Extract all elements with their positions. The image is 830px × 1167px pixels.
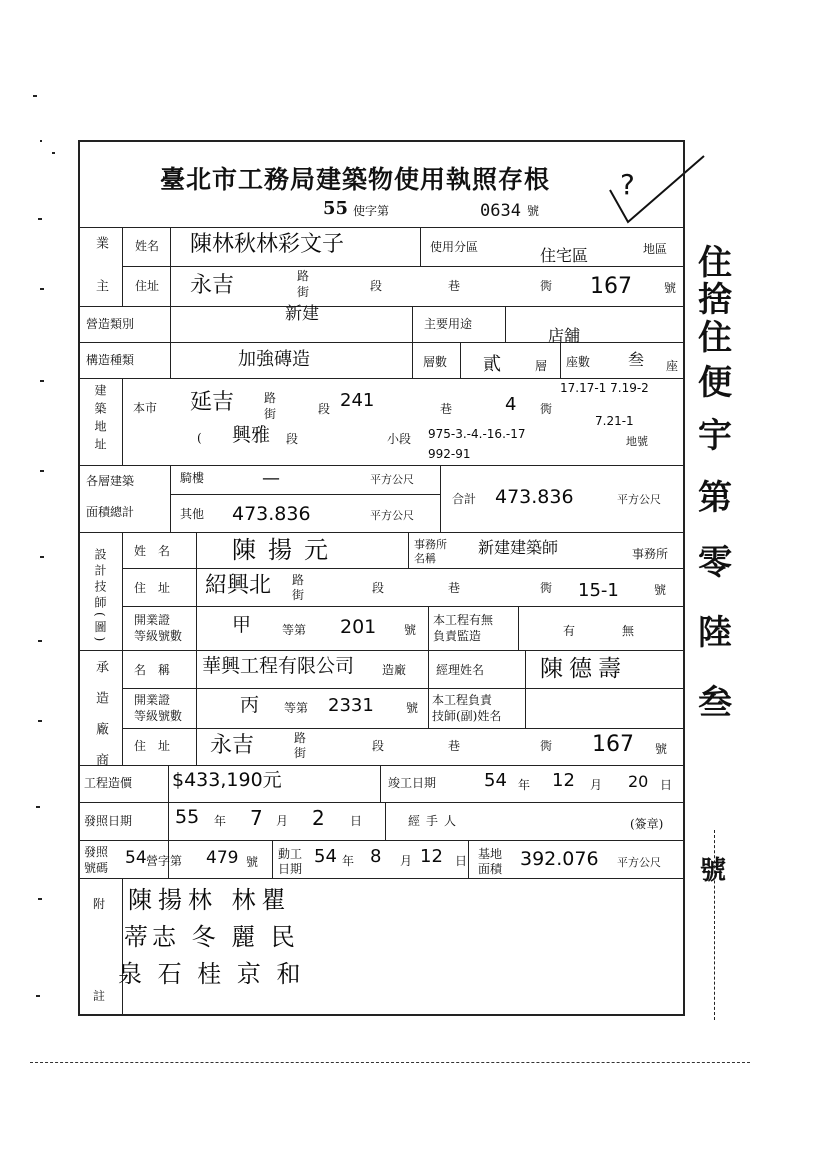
manager-value: 陳德壽 [540, 656, 627, 682]
site-alley-label: 衖 [540, 402, 553, 416]
contractor-no-label: 號 [655, 742, 668, 756]
contractor-license-grade: 丙 [240, 694, 260, 716]
supervise-label-2: 負責監造 [433, 629, 482, 643]
site-city: 本市 [133, 401, 158, 415]
floors-value: 貳 [483, 354, 501, 375]
designer-name-label: 姓名 [134, 544, 183, 558]
issue-month: 7 [250, 806, 263, 830]
margin-char-8: 陸 [698, 613, 732, 653]
block-word: 座 [666, 359, 679, 373]
site-lane-label: 巷 [440, 402, 453, 416]
start-year-word: 年 [342, 854, 355, 868]
designer-section-label: 設計技師(圖) [93, 548, 107, 646]
build-permit-label-2: 號碼 [84, 861, 109, 875]
supervise-none: 無 [622, 624, 635, 638]
designer-road-label: 路 [292, 573, 305, 587]
document-title: 臺北市工務局建築物使用執照存根 [160, 165, 551, 194]
scan-speck [38, 218, 42, 220]
contractor-license-mid: 等第 [284, 701, 309, 715]
permit-suffix: 號 [527, 204, 540, 218]
build-permit-label-1: 發照 [84, 845, 109, 859]
base-value: 392.076 [520, 848, 599, 870]
finish-year: 54 [484, 770, 507, 791]
contractor-name-suffix: 造廠 [382, 663, 407, 677]
contractor-lane-label: 巷 [448, 739, 461, 753]
notes-line-2: 蒂志 冬 麗 民 [124, 923, 299, 951]
owner-addr-label: 住址 [135, 279, 160, 293]
designer-office-label-1: 事務所 [414, 538, 447, 551]
other-label: 其他 [180, 507, 205, 521]
site-subsection-word: 小段 [387, 432, 412, 446]
scan-speck [38, 640, 42, 642]
start-label-1: 動工 [278, 847, 303, 861]
finish-day: 20 [628, 772, 649, 791]
site-nos-2: 7.21-1 [595, 414, 634, 428]
base-label-1: 基地 [478, 847, 503, 861]
engineer-label-1: 本工程負責 [432, 693, 493, 707]
designer-addr-label: 住址 [134, 581, 183, 595]
arcade-label: 騎樓 [180, 471, 205, 485]
total-value: 473.836 [495, 486, 574, 508]
designer-license-suffix: 號 [404, 623, 417, 637]
owner-name-value: 陳林秋林彩文子 [190, 232, 345, 257]
finish-day-word: 日 [660, 778, 673, 792]
build-permit-suffix: 號 [246, 855, 259, 869]
site-lots-2: 992-91 [428, 447, 471, 461]
permit-label: 使字第 [353, 204, 390, 218]
cost-value: $433,190元 [172, 769, 282, 791]
floors-label: 層數 [423, 355, 448, 369]
title-question-mark: ? [620, 168, 635, 201]
arcade-value: — [262, 468, 280, 489]
permit-year: 55 [323, 198, 349, 219]
build-permit-no: 479 [206, 848, 239, 868]
owner-name-label: 姓名 [135, 239, 160, 253]
area-label-2: 面積總計 [86, 505, 135, 519]
blocks-value: 叁 [628, 350, 645, 369]
margin-char-5: 宇 [698, 416, 732, 456]
contractor-alley-label: 衖 [540, 739, 553, 753]
issue-year: 55 [175, 806, 200, 828]
designer-office-value: 新建建築師 [478, 538, 559, 557]
finish-year-word: 年 [518, 778, 531, 792]
margin-char-9: 叁 [698, 683, 732, 723]
site-road: 延吉 [190, 390, 235, 415]
designer-addr-no: 15-1 [578, 580, 619, 601]
bottom-scan-line [30, 1062, 750, 1063]
zoning-label: 使用分區 [430, 240, 479, 254]
site-land-section: 興雅 [232, 424, 271, 446]
main-use-value: 店舖 [548, 326, 581, 345]
margin-char-7: 零 [698, 543, 732, 583]
contractor-license-no: 2331 [328, 695, 374, 716]
base-label-2: 面積 [478, 862, 503, 876]
contractor-license-label-2: 等級號數 [134, 709, 183, 723]
region-label: 地區 [643, 242, 668, 256]
scan-speck [40, 470, 44, 472]
margin-char-6: 第 [698, 478, 732, 518]
category-value: 新建 [285, 304, 319, 324]
site-lots: 975-3.-4.-16.-17 [428, 427, 526, 441]
site-lot-label: 地號 [626, 435, 648, 448]
stub-border-right [714, 830, 715, 1020]
designer-office-suffix: 事務所 [632, 547, 669, 561]
owner-section-word: 段 [370, 279, 383, 293]
margin-char-2: 捨 [698, 280, 732, 320]
main-use-label: 主要用途 [424, 317, 473, 331]
owner-section-label: 業主 [93, 236, 108, 322]
site-section-no: 241 [340, 390, 375, 411]
issue-year-word: 年 [214, 814, 227, 828]
engineer-label-2: 技師(副)姓名 [432, 709, 502, 723]
issue-month-word: 月 [276, 814, 289, 828]
designer-license-grade: 甲 [232, 614, 252, 636]
owner-addr-road: 永吉 [190, 273, 235, 298]
scan-speck [38, 720, 42, 722]
scan-speck [33, 95, 37, 97]
total-label: 合計 [452, 492, 477, 506]
zoning-value: 住宅區 [540, 246, 589, 265]
start-month-word: 月 [400, 854, 413, 868]
scan-speck [40, 140, 42, 142]
structure-label: 構造種類 [86, 353, 135, 367]
manager-label: 經理姓名 [436, 663, 485, 677]
designer-street-label: 街 [292, 588, 305, 602]
scan-speck [36, 995, 40, 997]
contractor-license-label-1: 開業證 [134, 693, 171, 707]
contractor-section-word: 段 [372, 739, 385, 753]
blocks-label: 座數 [566, 355, 591, 369]
start-year: 54 [314, 846, 337, 867]
finish-month: 12 [552, 770, 575, 791]
scan-speck [38, 898, 42, 900]
margin-char-3: 住 [698, 318, 732, 358]
category-label: 營造類別 [86, 317, 135, 331]
scan-speck [52, 152, 55, 154]
site-section-word: 段 [318, 402, 331, 416]
sign-label: (簽章) [630, 817, 664, 831]
site-paren: ( [197, 431, 202, 445]
start-day-word: 日 [455, 854, 468, 868]
designer-section-word: 段 [372, 581, 385, 595]
contractor-name-value: 華興工程有限公司 [202, 655, 355, 677]
other-value: 473.836 [232, 503, 311, 525]
contractor-addr-no: 167 [592, 732, 634, 757]
finish-label: 竣工日期 [388, 776, 437, 790]
supervise-value: 有 [563, 624, 576, 638]
permit-number: 0634 [480, 201, 521, 221]
cost-label: 工程造價 [84, 776, 133, 790]
notes-line-1: 陳揚林 林瞿 [128, 886, 292, 914]
structure-value: 加強磚造 [238, 349, 310, 370]
notes-label-top: 附 [93, 897, 106, 911]
floor-word: 層 [535, 359, 548, 373]
build-permit-year: 54 [125, 848, 147, 868]
site-land-section-word: 段 [286, 432, 299, 446]
contractor-license-suffix: 號 [406, 701, 419, 715]
site-street-label: 街 [264, 407, 277, 421]
owner-alley-label: 衖 [540, 279, 553, 293]
arcade-unit: 平方公尺 [370, 473, 414, 486]
issue-day-word: 日 [350, 814, 363, 828]
scan-speck [40, 288, 44, 290]
site-label: 建築地址 [93, 384, 107, 456]
margin-char-10: 號 [700, 856, 727, 886]
designer-office-label-2: 名稱 [414, 552, 436, 565]
designer-no-label: 號 [654, 583, 667, 597]
contractor-section-label: 承造廠商 [93, 660, 108, 784]
supervise-label-1: 本工程有無 [433, 613, 494, 627]
build-permit-mid: 營字第 [146, 854, 183, 868]
designer-license-label-2: 等級號數 [134, 629, 183, 643]
scan-speck [40, 556, 44, 558]
start-month: 8 [370, 846, 382, 867]
designer-license-no: 201 [340, 616, 377, 638]
contractor-addr-road: 永吉 [210, 733, 255, 758]
area-label-1: 各層建築 [86, 474, 135, 488]
contractor-name-label: 名稱 [134, 663, 183, 677]
margin-char-4: 便 [698, 363, 732, 403]
other-unit: 平方公尺 [370, 509, 414, 522]
issue-day: 2 [312, 806, 325, 830]
scan-speck [40, 380, 44, 382]
designer-name-value: 陳揚元 [232, 536, 340, 564]
designer-license-mid: 等第 [282, 623, 307, 637]
scan-speck [36, 806, 40, 808]
handler-label: 經手人 [408, 814, 463, 828]
notes-line-3: 泉 石 桂 京 和 [118, 960, 305, 988]
designer-lane-label: 巷 [448, 581, 461, 595]
designer-addr-road: 紹興北 [205, 573, 272, 598]
designer-alley-label: 衖 [540, 581, 553, 595]
total-unit: 平方公尺 [617, 493, 661, 506]
designer-license-label-1: 開業證 [134, 613, 171, 627]
contractor-road-label: 路 [294, 731, 307, 745]
finish-month-word: 月 [590, 778, 603, 792]
notes-label-bottom: 註 [93, 989, 106, 1003]
base-unit: 平方公尺 [617, 856, 661, 869]
site-nos: 17.17-1 7.19-2 [560, 381, 649, 395]
contractor-street-label: 街 [294, 746, 307, 760]
site-road-label: 路 [264, 391, 277, 405]
owner-lane-label: 巷 [448, 279, 461, 293]
owner-addr-no: 167 [590, 274, 632, 299]
margin-char-1: 住 [698, 243, 732, 283]
start-day: 12 [420, 846, 443, 867]
issue-label: 發照日期 [84, 814, 133, 828]
owner-no-label: 號 [664, 281, 677, 295]
owner-road-label: 路 [297, 269, 310, 283]
owner-street-label: 街 [297, 285, 310, 299]
site-lane-no: 4 [505, 394, 517, 415]
contractor-addr-label: 住址 [134, 739, 183, 753]
start-label-2: 日期 [278, 862, 303, 876]
